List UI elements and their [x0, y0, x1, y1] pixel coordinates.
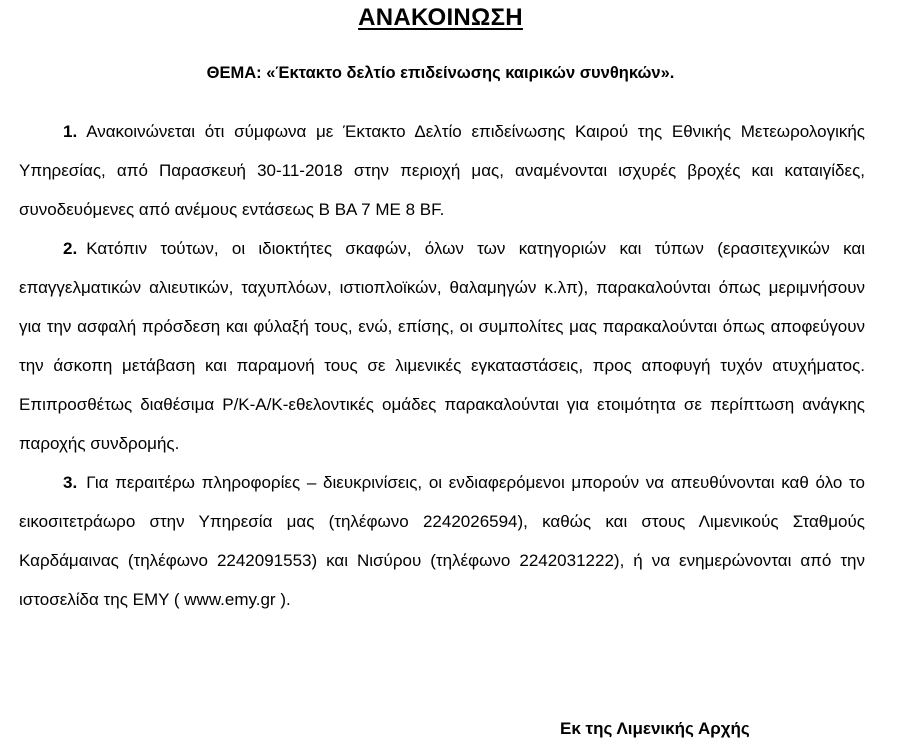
paragraph-text: Ανακοινώνεται ότι σύμφωνα με Έκτακτο Δελτίο επιδείνωσης Καιρού της Εθνικής Μετεωρολογικής Υπηρεσίας, από Παρασκευή 30-11-2018 στην περιοχή μας, αναμένονται ισχυρές βροχές και καταιγίδες, συνοδευόμενες από ανέμους εντάσεως Β ΒΑ 7 ΜΕ 8 BF. [19, 122, 865, 219]
document-body [19, 112, 865, 619]
document-title: ΑΝΑΚΟΙΝΩΣΗ [358, 4, 523, 31]
paragraph-number: 2. [63, 239, 78, 258]
paragraph-text: Κατόπιν τούτων, οι ιδιοκτήτες σκαφών, όλων των κατηγοριών και τύπων (ερασιτεχνικών και επαγγελματικών αλιευτικών, ταχυπλόων, ιστιοπλοϊκών, θαλαμηγών κ.λπ), παρακαλούνται όπως μεριμνήσουν για την ασφαλή πρόσδεση και φύλαξή τους, ενώ, επίσης, οι συμπολίτες μας παρακαλούνται όπως αποφεύγουν την άσκοπη μετάβαση και παραμονή τους σε λιμενικές εγκαταστάσεις, προς αποφυγή τυχόν ατυχήματος. Επιπροσθέτως διαθέσιμα Ρ/Κ-Α/Κ-εθελοντικές ομάδες παρακαλούνται για ετοιμότητα σε περίπτωση ανάγκης παροχής συνδρομής. [19, 239, 865, 453]
paragraph-number: 3. [63, 473, 78, 492]
paragraph-3 [19, 463, 865, 619]
signature: Εκ της Λιμενικής Αρχής [560, 719, 750, 738]
paragraph-number: 1. [63, 122, 78, 141]
paragraph-text: Για περαιτέρω πληροφορίες – διευκρινίσεις, οι ενδιαφερόμενοι μπορούν να απευθύνονται καθ όλο το εικοσιτετράωρο στην Υπηρεσία μας (τηλέφωνο 2242026594), καθώς και στους Λιμενικούς Σταθμούς Καρδάμαινας (τηλέφωνο 2242091553) και Νισύρου (τηλέφωνο 2242031222), ή να ενημερώνονται από την ιστοσελίδα της ΕΜΥ ( www.emy.gr ). [19, 473, 865, 609]
paragraph-1 [19, 112, 865, 229]
paragraph-2 [19, 229, 865, 463]
document-subject: ΘΕΜΑ: «Έκτακτο δελτίο επιδείνωσης καιρικών συνθηκών». [206, 64, 675, 82]
